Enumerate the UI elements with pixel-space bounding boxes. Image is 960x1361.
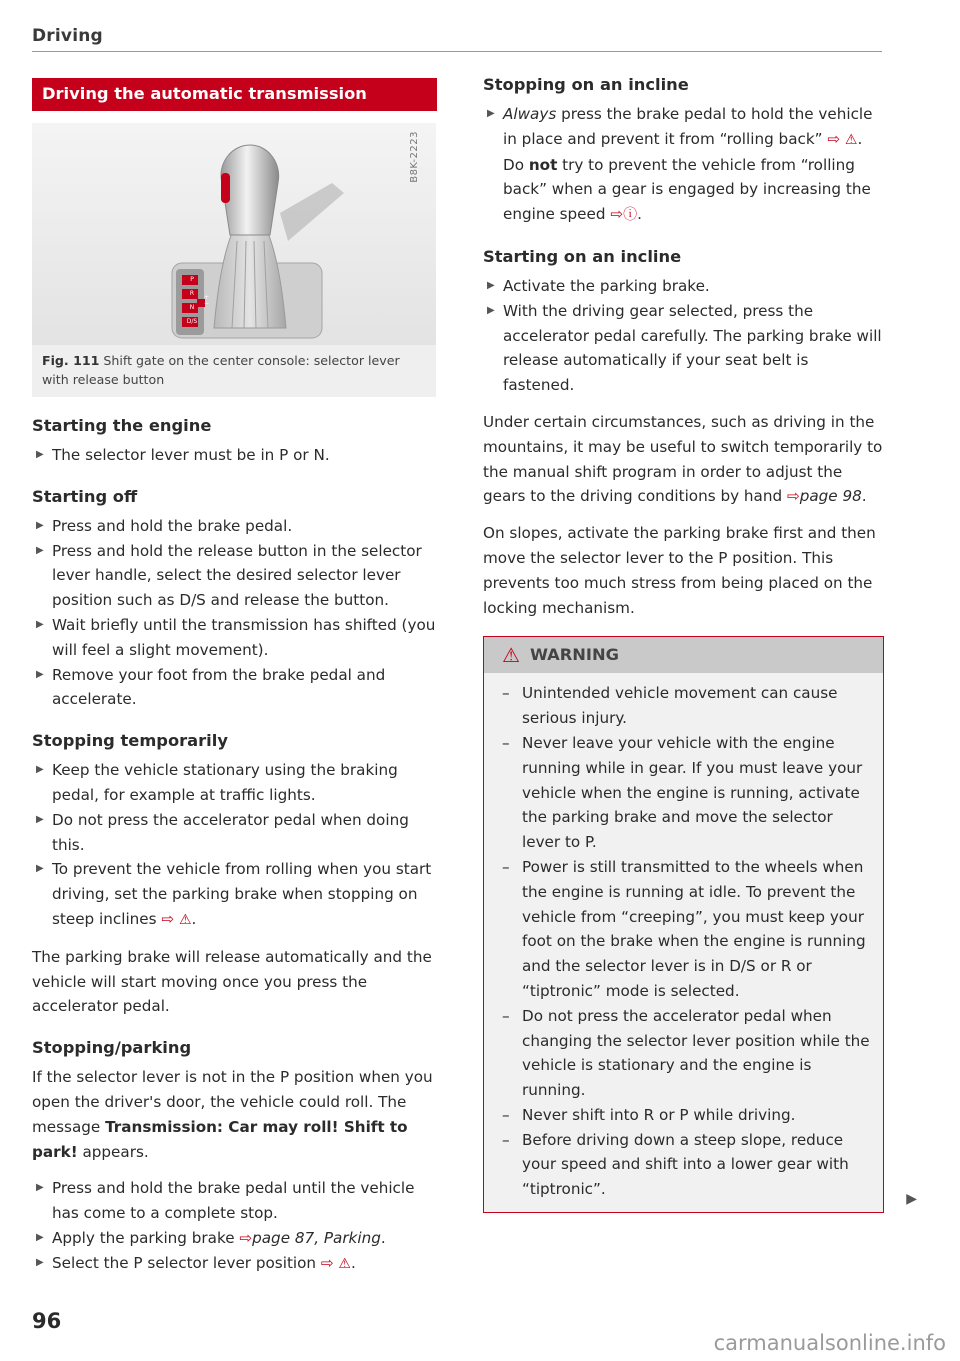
warning-item-text: Before driving down a steep slope, reduce your speed and shift into a lower gear with “tiptronic”. <box>522 1130 849 1199</box>
display-message: Transmission: Car may roll! Shift to park! <box>32 1117 408 1161</box>
list-item-text: Press and hold the release button in the selector lever handle, select the desired selector lever position such as D/S and release the button. <box>52 541 422 610</box>
heading-stopping-temporarily: Stopping temporarily <box>32 731 228 751</box>
bullet-triangle-icon: ▶ <box>36 813 44 825</box>
warning-triangle-icon[interactable]: ⚠ <box>844 131 858 148</box>
list-item <box>32 663 437 713</box>
list-item-text: Do not press the accelerator pedal when doing this. <box>52 810 409 854</box>
bullet-triangle-icon: ▶ <box>36 618 44 630</box>
paragraph-text: appears. <box>82 1142 149 1161</box>
figure-code: B8K-2223 <box>409 131 421 183</box>
section-header: Driving <box>32 26 103 46</box>
page-number: 96 <box>32 1309 62 1333</box>
figure-111 <box>32 123 436 397</box>
warning-item <box>502 855 871 1004</box>
bullet-triangle-icon: ▶ <box>36 863 44 875</box>
heading-stopping-parking: Stopping/parking <box>32 1038 192 1058</box>
bullet-triangle-icon: ▶ <box>487 304 495 316</box>
warning-item <box>502 681 871 731</box>
tip-labels <box>204 295 209 307</box>
tip-plus: + <box>204 294 210 301</box>
dash-bullet: – <box>502 1006 510 1025</box>
warning-title: WARNING <box>529 645 619 665</box>
header-rule <box>32 51 882 52</box>
tip-minus: − <box>204 300 210 307</box>
left-column <box>32 78 437 1289</box>
heading-starting-engine: Starting the engine <box>32 416 212 435</box>
list-stopping-incline <box>483 102 884 228</box>
list-item: ▶ Apply the parking brake ⇨page 87, Parking. <box>32 1226 437 1251</box>
bullet-triangle-icon: ▶ <box>487 279 495 291</box>
ref-arrow-icon: ⇨ <box>827 129 841 148</box>
paragraph <box>32 1065 437 1164</box>
shift-gate-drawing <box>32 123 436 345</box>
list-item-text: Activate the parking brake. <box>503 276 710 295</box>
bullet-triangle-icon: ▶ <box>36 449 44 460</box>
list-stopping-temporarily <box>32 758 437 933</box>
list-item-text: Press and hold the brake pedal until the vehicle has come to a complete stop. <box>52 1179 415 1223</box>
warning-item-text: Never shift into R or P while driving. <box>522 1105 796 1124</box>
warning-item <box>502 731 871 855</box>
paragraph-text: If the selector lever is not in the P position when you open the driver's door, the vehicle could roll. The message <box>32 1068 433 1136</box>
watermark: carmanualsonline.info <box>713 1331 946 1355</box>
warning-item <box>502 1103 871 1128</box>
warning-body <box>484 673 883 1212</box>
list-item <box>32 539 437 613</box>
list-item-text: try to prevent the vehicle from “rolling back” when a gear is engaged by increasing the engine speed <box>503 155 871 224</box>
list-item-text: Apply the parking brake <box>52 1228 235 1247</box>
emphasis-text: Always <box>503 105 557 123</box>
gate-label-r: R <box>189 290 195 297</box>
caption-text: Shift gate on the center console: selector lever with release button <box>42 353 400 387</box>
ref-arrow-icon: ⇨ <box>320 1253 334 1272</box>
list-item <box>32 613 437 663</box>
paragraph: The parking brake will release automatically and the vehicle will start moving once you press the accelerator pedal. <box>32 947 432 1016</box>
note-circle-icon[interactable]: ⓘ <box>623 207 638 224</box>
bullet-triangle-icon: ▶ <box>36 668 44 680</box>
ref-arrow-icon: ⇨ <box>786 487 800 506</box>
heading-starting-incline: Starting on an incline <box>483 246 682 266</box>
bullet-triangle-icon: ▶ <box>36 1231 44 1243</box>
paragraph-text: Under certain circumstances, such as driving in the mountains, it may be useful to switch temporarily to the manual shift program in order to adjust the gears to the driving conditions by hand <box>483 412 883 506</box>
bullet-triangle-icon: ▶ <box>36 1256 44 1268</box>
warning-item <box>502 1004 871 1103</box>
dash-bullet: – <box>502 733 510 752</box>
bullet-triangle-icon: ▶ <box>36 519 44 531</box>
page-reference-link[interactable]: page 87, Parking <box>252 1228 381 1247</box>
section-banner: Driving the automatic transmission <box>32 78 437 111</box>
list-item <box>32 808 437 858</box>
paragraph: On slopes, activate the parking brake first and then move the selector lever to the P position. This prevents too much stress from being placed on the locking mechanism. <box>483 524 876 617</box>
warning-item-text: Power is still transmitted to the wheels when the engine is running at idle. To prevent the vehicle from “creeping”, you must keep your foot on the brake when the engine is running and the selector lever is in D/S or R or “tiptronic” mode is selected. <box>522 857 866 1000</box>
emphasis-text: not <box>528 155 558 174</box>
warning-box <box>483 636 917 1213</box>
list-item <box>483 274 884 299</box>
list-starting-incline <box>483 274 884 398</box>
heading-stopping-incline: Stopping on an incline <box>483 75 689 94</box>
paragraph: Under certain circumstances, such as driving in the mountains, it may be useful to switch temporarily to the manual shift program in order to adjust the gears to the driving conditions by hand ⇨page 98. <box>483 412 883 506</box>
bullet-triangle-icon: ▶ <box>36 544 44 556</box>
list-item <box>32 758 437 808</box>
right-column <box>483 74 917 1213</box>
caption-label: Fig. 111 <box>42 353 100 368</box>
dash-bullet: – <box>502 1105 510 1124</box>
list-item-text: Remove your foot from the brake pedal and accelerate. <box>52 665 386 709</box>
dash-bullet: – <box>502 857 510 876</box>
warning-item <box>502 1128 871 1202</box>
gate-label-ds: D/S <box>186 318 198 325</box>
selector-lever-illustration <box>32 123 436 345</box>
bullet-triangle-icon: ▶ <box>36 764 44 776</box>
list-item-text: With the driving gear selected, press the accelerator pedal carefully. The parking brake will release automatically if your seat belt is fastened. <box>503 301 882 395</box>
warning-header <box>484 637 883 673</box>
gate-label-p: P <box>190 276 194 283</box>
list-item-text: Select the P selector lever position <box>52 1253 317 1272</box>
list-item: ▶ Always press the brake pedal to hold the vehicle in place and prevent it from “rolling back” ⇨ ⚠. Do not try to prevent the vehicle from “rolling back” when a gear is engaged by increasing the engine speed ⇨ⓘ. <box>483 102 884 228</box>
bullet-triangle-icon: ▶ <box>36 1182 44 1194</box>
list-starting-engine <box>32 443 437 468</box>
list-item <box>32 443 437 468</box>
warning-triangle-icon: ⚠ <box>502 643 520 668</box>
ref-arrow-icon: ⇨ <box>610 205 624 224</box>
warning-item-text: Do not press the accelerator pedal when changing the selector lever position while the vehicle is stationary and the engine is running. <box>522 1006 870 1100</box>
gate-labels <box>182 273 202 329</box>
list-item <box>32 1176 437 1226</box>
list-item-text: Keep the vehicle stationary using the braking pedal, for example at traffic lights. <box>52 761 398 804</box>
heading-starting-off: Starting off <box>32 486 138 506</box>
list-starting-off <box>32 514 437 712</box>
warning-item-text: Never leave your vehicle with the engine running while in gear. If you must leave your vehicle when the engine is running, activate the parking brake and move the selector lever to P. <box>522 733 863 852</box>
ref-arrow-icon: ⇨ <box>161 909 175 928</box>
figure-caption <box>32 345 436 397</box>
warning-triangle-icon[interactable]: ⚠ <box>178 911 192 928</box>
warning-item-text: Unintended vehicle movement can cause serious injury. <box>522 684 838 728</box>
list-stopping-parking <box>32 1176 437 1276</box>
gate-label-n: N <box>189 304 195 311</box>
warning-list <box>502 681 871 1202</box>
bullet-triangle-icon: ▶ <box>487 108 495 119</box>
list-item <box>32 514 437 539</box>
list-item: ▶ Select the P selector lever position ⇨ ⚠. <box>32 1251 437 1277</box>
dash-bullet: – <box>502 684 510 703</box>
list-item-text: The selector lever must be in P or N. <box>52 446 330 464</box>
list-item-text: Wait briefly until the transmission has shifted (you will feel a slight movement). <box>52 615 436 659</box>
list-item: ▶ To prevent the vehicle from rolling when you start driving, set the parking brake when stopping on steep inclines ⇨ ⚠. <box>32 857 437 932</box>
list-item-text: Press and hold the brake pedal. <box>52 516 293 535</box>
continue-arrow-icon: ▶ <box>906 1191 917 1208</box>
list-item-text: Do <box>503 155 524 174</box>
warning-triangle-icon[interactable]: ⚠ <box>338 1255 351 1272</box>
list-item-text: press the brake pedal to hold the vehicle in place and prevent it from “rolling back” <box>503 105 873 148</box>
list-item <box>483 299 884 398</box>
dash-bullet: – <box>502 1130 510 1149</box>
ref-arrow-icon: ⇨ <box>239 1228 253 1247</box>
list-item-text: To prevent the vehicle from rolling when you start driving, set the parking brake when stopping on steep inclines <box>52 860 432 928</box>
page-reference-link[interactable]: page 98 <box>799 487 862 506</box>
